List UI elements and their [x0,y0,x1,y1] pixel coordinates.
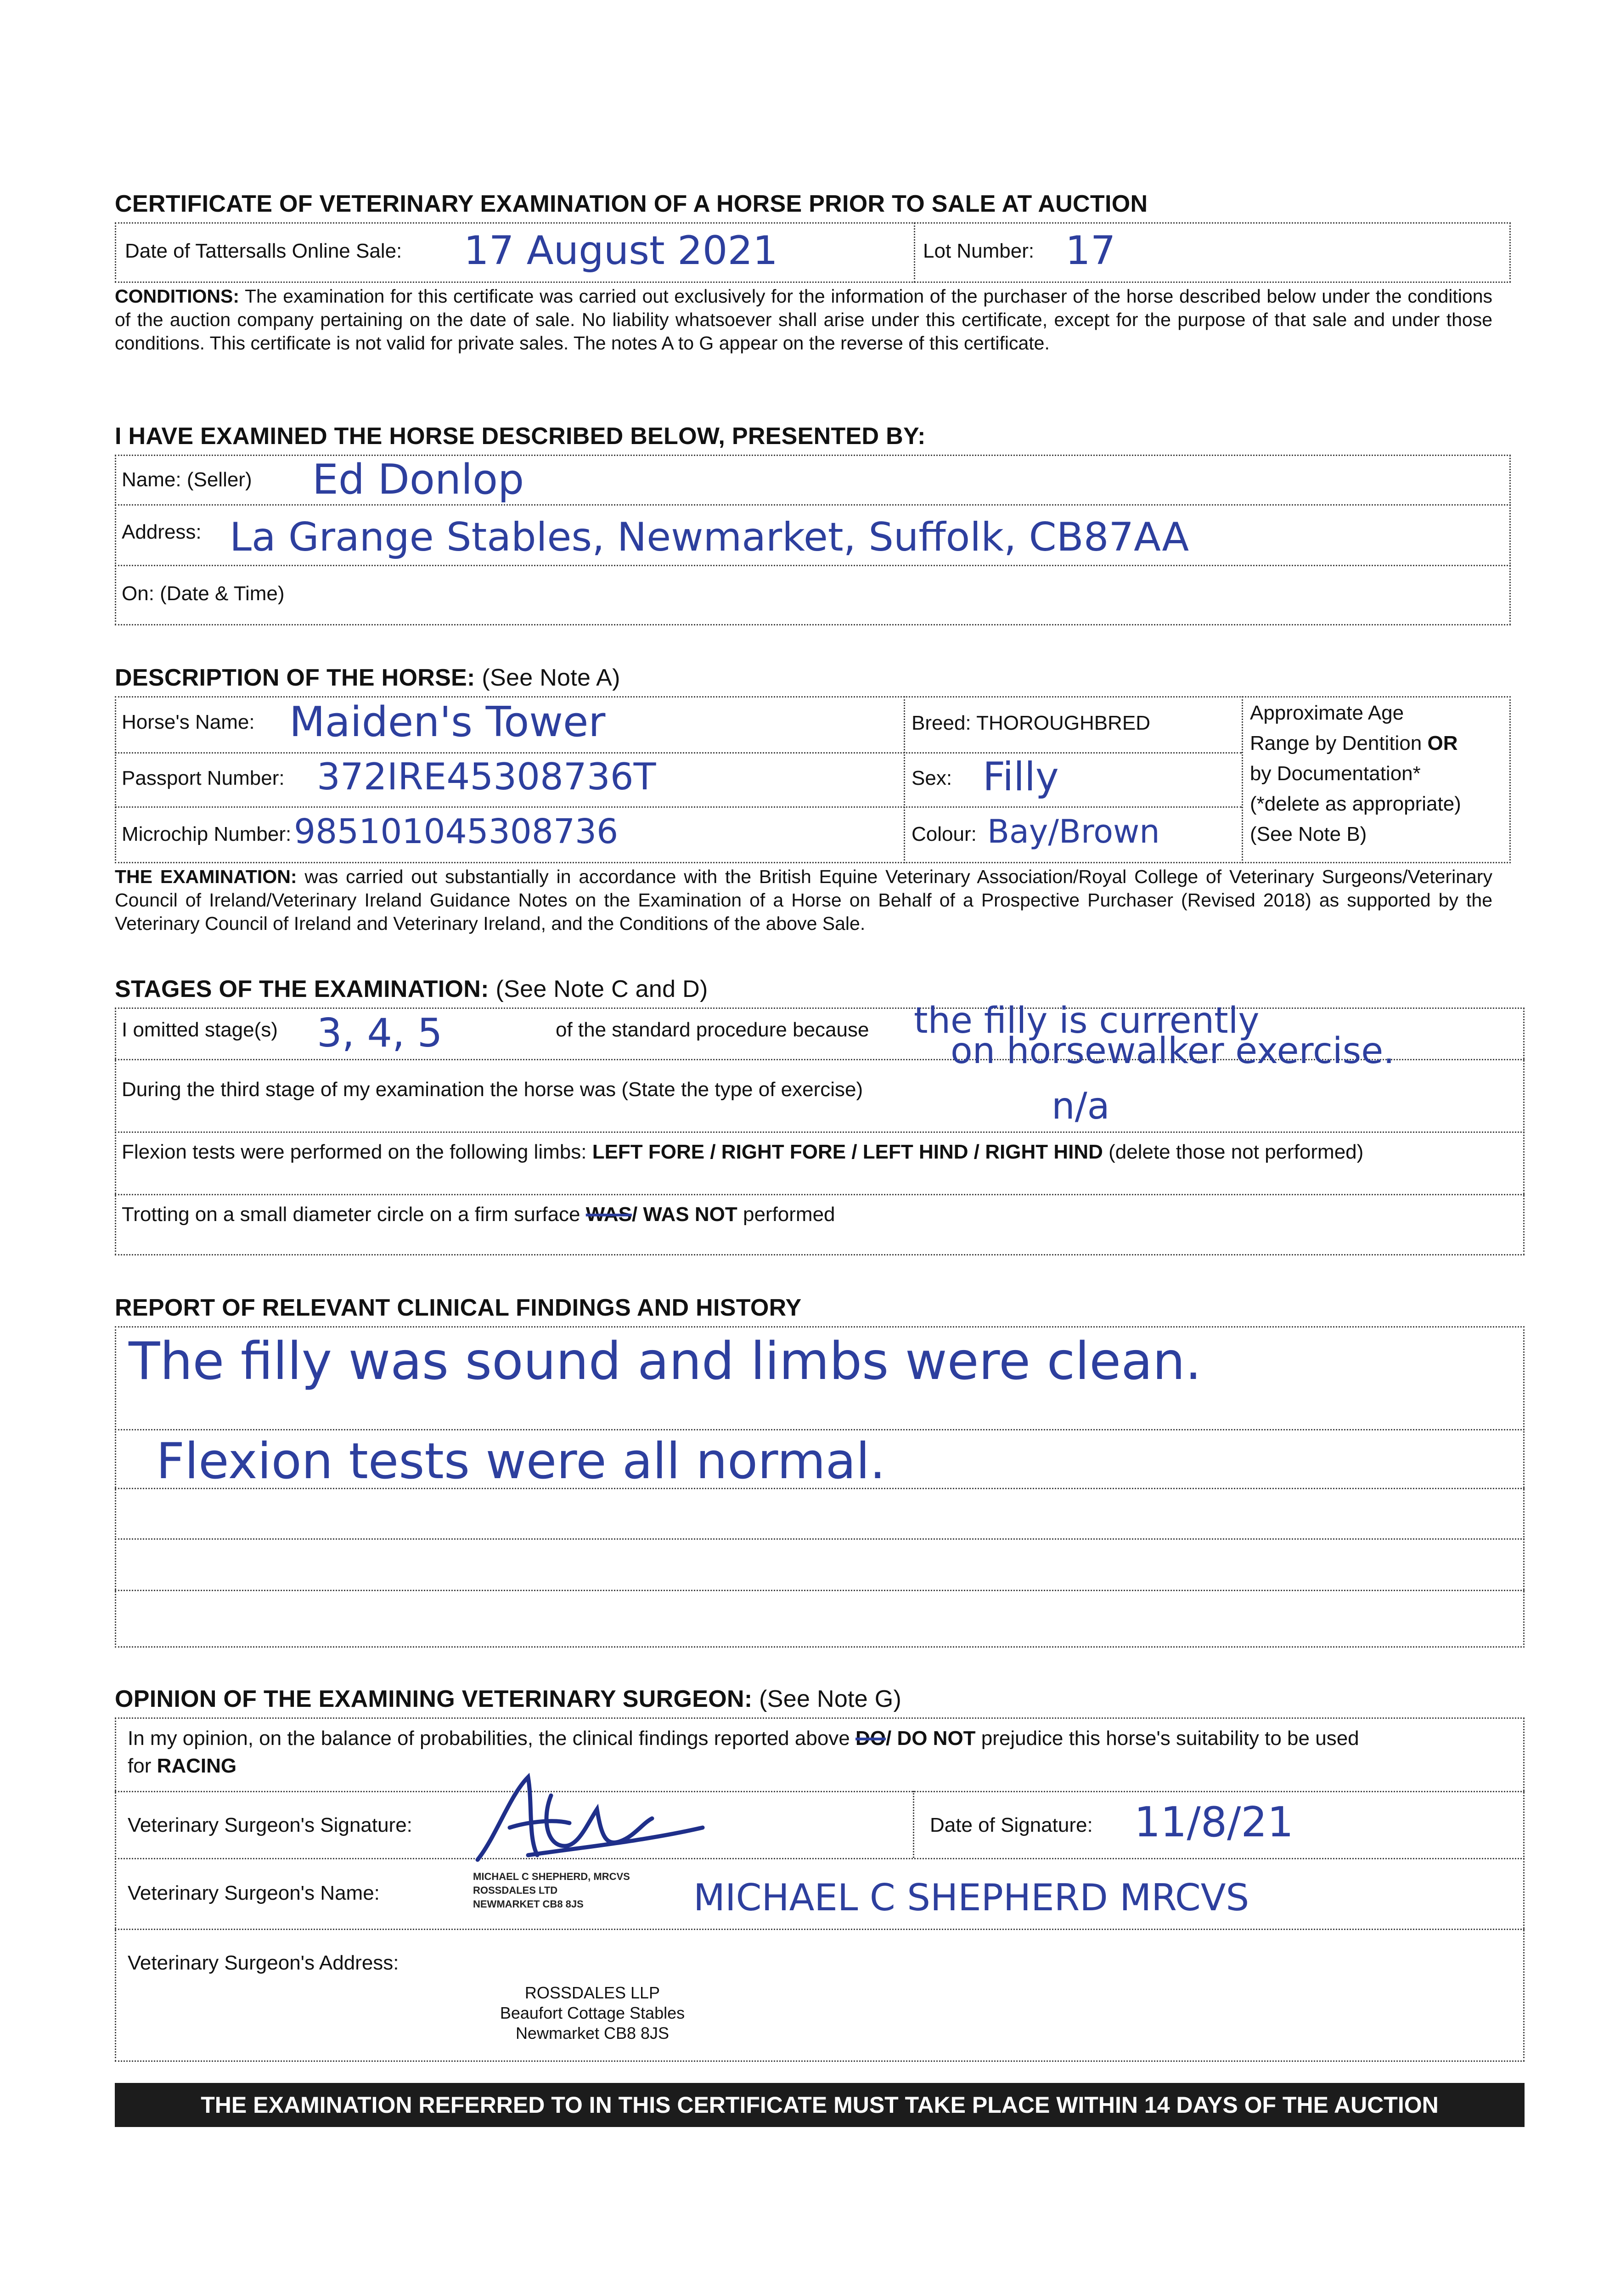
opinion-for-label: for [128,1755,157,1777]
seller-name-label: Name: (Seller) [122,468,252,491]
lot-number-label: Lot Number: [923,240,1035,262]
conditions-label: CONDITIONS: [115,286,240,307]
opinion-row-divider [115,1791,1525,1792]
flexion-tests-row [122,1141,1363,1164]
passport-number-field[interactable]: 372IRE45308736T [317,755,656,798]
opinion-heading-text: OPINION OF THE EXAMINING VETERINARY SURGEON: [115,1686,753,1712]
breed-label: Breed: THOROUGHBRED [912,712,1150,734]
description-col-divider [1242,696,1243,863]
omitted-stages-field[interactable]: 3, 4, 5 [317,1010,443,1056]
because-label: of the standard procedure because [556,1019,869,1041]
opinion-do-not: / DO NOT [886,1727,976,1750]
report-line [115,1590,1525,1591]
opinion-racing: RACING [157,1755,237,1777]
flexion-note: (delete those not performed) [1103,1141,1364,1163]
date-of-signature-label: Date of Signature: [930,1814,1093,1836]
description-heading [115,664,620,692]
on-date-time-label: On: (Date & Time) [122,582,285,605]
seller-address-field[interactable]: La Grange Stables, Newmarket, Suffolk, CB87AA [230,514,1189,560]
vet-stamp-line: MICHAEL C SHEPHERD, MRCVS [473,1871,630,1882]
presented-by-heading: I HAVE EXAMINED THE HORSE DESCRIBED BELOW, PRESENTED BY: [115,423,926,450]
description-heading-text: DESCRIPTION OF THE HORSE: [115,664,475,691]
colour-field[interactable]: Bay/Brown [987,813,1160,850]
opinion-do-struck: DO [855,1727,886,1750]
sex-field[interactable]: Filly [983,754,1059,800]
opinion-statement-line2 [128,1752,1359,1780]
seller-name-field[interactable]: Ed Donlop [312,456,524,504]
description-col-divider [904,696,905,863]
sale-date-label: Date of Tattersalls Online Sale: [125,240,402,262]
age-range-line [1250,728,1461,759]
opinion-text-post: prejudice this horse's suitability to be used [975,1727,1359,1750]
age-range-line: Approximate Age [1250,702,1404,724]
conditions-paragraph [115,285,1492,355]
age-range-block [1250,698,1461,850]
certificate-title: CERTIFICATE OF VETERINARY EXAMINATION OF A HORSE PRIOR TO SALE AT AUCTION [115,191,1148,217]
footer-warning-bar [115,2083,1525,2127]
opinion-statement-line1 [128,1725,1359,1752]
third-stage-label: During the third stage of my examination the horse was (State the type of exercise) [122,1078,863,1101]
flexion-limbs: LEFT FORE / RIGHT FORE / LEFT HIND / RIGHT HIND [592,1141,1103,1163]
opinion-row-divider [115,1858,1525,1859]
age-range-line: (*delete as appropriate) [1250,793,1461,815]
description-row-divider [115,806,1242,808]
trotting-was-not: / WAS NOT [631,1203,737,1226]
report-heading: REPORT OF RELEVANT CLINICAL FINDINGS AND HISTORY [115,1294,802,1321]
examination-text: was carried out substantially in accordance with the British Equine Veterinary Association/Royal College of Veterinary Surgeons/Veterinary Council of Ireland/Veterinary Ireland Guidance Notes on the Examination of a Horse on Behalf of a Prospective Purchaser (Revised 2018) as supported by the Veterinary Council of Ireland and Veterinary Ireland, and the Conditions of the above Sale. [115,866,1492,934]
seller-row-divider [115,504,1511,506]
sale-date-field[interactable]: 17 August 2021 [464,228,778,274]
examination-label: THE EXAMINATION: [115,866,297,887]
vet-name-field[interactable]: MICHAEL C SHEPHERD MRCVS [693,1876,1249,1919]
trotting-performed: performed [737,1203,835,1226]
age-range-line: by Documentation* [1250,762,1421,785]
description-heading-note: (See Note A) [475,664,620,691]
stages-heading [115,975,708,1003]
omission-reason-line2[interactable]: on horsewalker exercise. [951,1030,1395,1072]
microchip-number-label: Microchip Number: [122,823,292,845]
vet-address-line: Newmarket CB8 8JS [515,2024,670,2043]
passport-number-label: Passport Number: [122,767,285,789]
report-line [115,1429,1525,1430]
opinion-heading [115,1685,901,1713]
sex-label: Sex: [912,767,952,789]
sale-info-divider [914,222,915,283]
description-row-divider [115,752,1242,754]
opinion-row-divider [115,1929,1525,1930]
date-of-signature-field[interactable]: 11/8/21 [1134,1798,1294,1846]
opinion-text-pre: In my opinion, on the balance of probabilities, the clinical findings reported above [128,1727,855,1750]
trotting-row [122,1203,835,1226]
opinion-statement [128,1725,1359,1780]
seller-address-label: Address: [122,521,202,543]
age-range-line: (See Note B) [1250,823,1367,845]
opinion-col-divider [913,1791,914,1858]
vet-address-line: Beaufort Cottage Stables [500,2003,685,2022]
vet-address-stamp [459,1983,726,2043]
colour-label: Colour: [912,823,977,845]
signature-scribble [459,1768,716,1874]
lot-number-field[interactable]: 17 [1065,228,1116,274]
stages-heading-text: STAGES OF THE EXAMINATION: [115,976,489,1002]
vet-address-line: ROSSDALES LLP [524,1983,660,2002]
microchip-number-field[interactable]: 985101045308736 [294,812,619,851]
vet-stamp-line: ROSSDALES LTD [473,1885,558,1896]
vet-stamp [473,1870,630,1911]
conditions-text: The examination for this certificate was carried out exclusively for the information of the purchaser of the horse described below under the conditions of the auction company pertaining on the date of sale. No liability whatsoever shall arise under this certificate, except for the purpose of that sale and under those conditions. This certificate is not valid for private sales. The notes A to G appear on the reverse of this certificate. [115,286,1492,354]
vet-name-label: Veterinary Surgeon's Name: [128,1882,380,1904]
stages-row-divider [115,1131,1525,1133]
trotting-label: Trotting on a small diameter circle on a firm surface [122,1203,586,1226]
omission-reason-line1[interactable]: the filly is currently [914,1000,1260,1041]
report-findings-line2[interactable]: Flexion tests were all normal. [156,1433,886,1490]
report-line [115,1538,1525,1540]
opinion-heading-note: (See Note G) [752,1686,902,1712]
signature-label: Veterinary Surgeon's Signature: [128,1814,412,1836]
omitted-stages-label: I omitted stage(s) [122,1019,278,1041]
age-range-or: OR [1427,732,1458,754]
seller-row-divider [115,565,1511,566]
footer-warning-text: THE EXAMINATION REFERRED TO IN THIS CERTIFICATE MUST TAKE PLACE WITHIN 14 DAYS OF THE AUCTION [201,2092,1439,2118]
stages-heading-note: (See Note C and D) [489,976,708,1002]
stages-row-divider [115,1194,1525,1195]
trotting-was-struck: WAS [585,1203,632,1226]
age-range-dentition: Range by Dentition [1250,732,1422,754]
report-findings-line1[interactable]: The filly was sound and limbs were clean. [129,1332,1202,1391]
vet-address-label: Veterinary Surgeon's Address: [128,1952,399,1974]
horse-name-label: Horse's Name: [122,711,255,733]
horse-name-field[interactable]: Maiden's Tower [289,698,606,746]
flexion-label: Flexion tests were performed on the following limbs: [122,1141,592,1163]
third-stage-field[interactable]: n/a [1052,1085,1110,1127]
vet-stamp-line: NEWMARKET CB8 8JS [473,1898,584,1910]
examination-paragraph [115,865,1492,935]
